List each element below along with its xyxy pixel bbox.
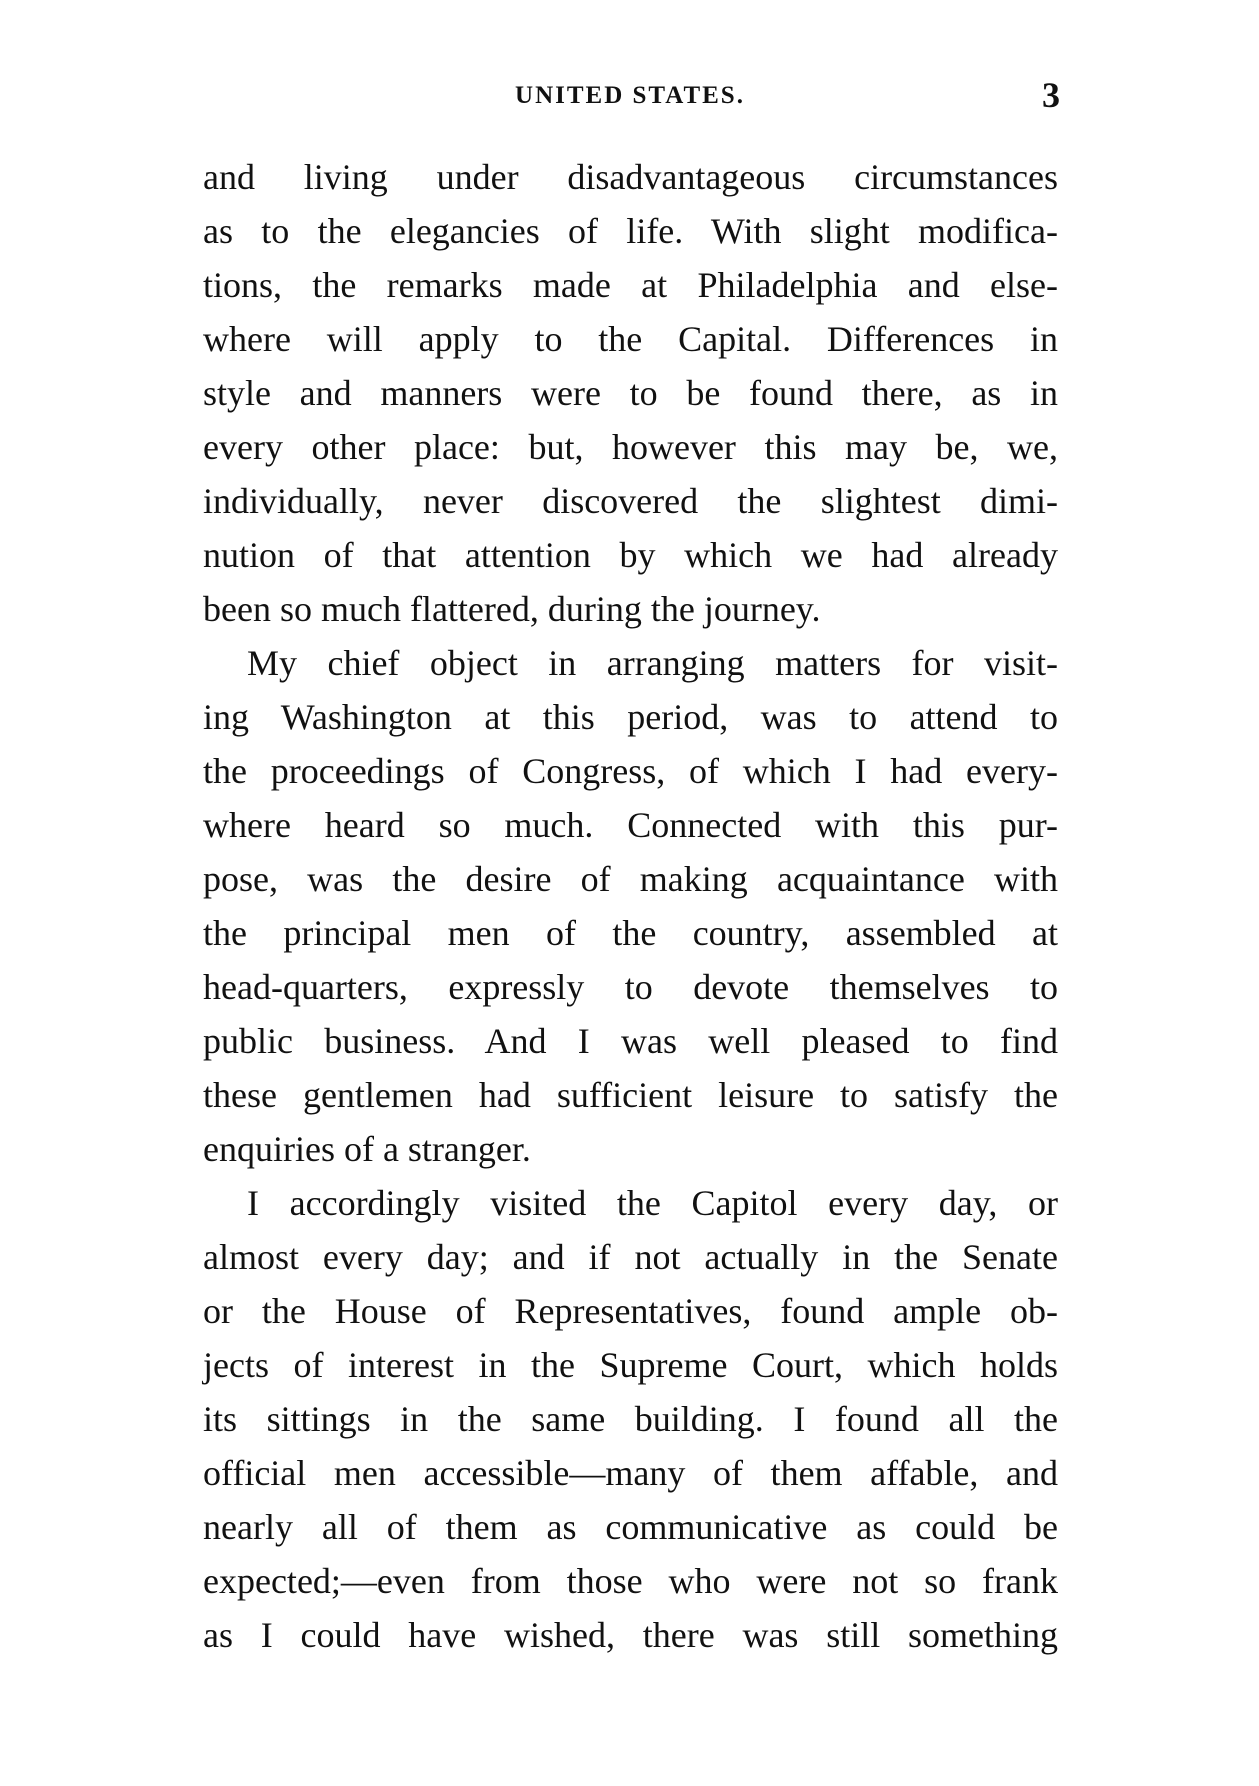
text-line: the principal men of the country, assembled at bbox=[203, 913, 1058, 953]
text-line: tions, the remarks made at Philadelphia and else- bbox=[203, 265, 1058, 305]
text-line: pose, was the desire of making acquaintance with bbox=[203, 859, 1058, 899]
text-line: been so much flattered, during the journey. bbox=[203, 589, 821, 629]
text-line: almost every day; and if not actually in the Senate bbox=[203, 1237, 1058, 1277]
text-line: expected;—even from those who were not so frank bbox=[203, 1561, 1058, 1601]
text-line: style and manners were to be found there, as in bbox=[203, 373, 1058, 413]
text-line: where will apply to the Capital. Differences in bbox=[203, 319, 1058, 359]
text-line: ing Washington at this period, was to attend to bbox=[203, 697, 1058, 737]
text-line: these gentlemen had sufficient leisure to satisfy the bbox=[203, 1075, 1058, 1115]
text-line: jects of interest in the Supreme Court, which holds bbox=[203, 1345, 1058, 1385]
text-line: enquiries of a stranger. bbox=[203, 1129, 531, 1169]
text-line: individually, never discovered the slightest dimi- bbox=[203, 481, 1058, 521]
text-line: or the House of Representatives, found ample ob- bbox=[203, 1291, 1058, 1331]
running-head bbox=[200, 75, 1060, 118]
text-line: and living under disadvantageous circumstances bbox=[203, 157, 1058, 197]
text-line: I accordingly visited the Capitol every day, or bbox=[247, 1183, 1058, 1223]
text-line: every other place: but, however this may be, we, bbox=[203, 427, 1058, 467]
text-line: where heard so much. Connected with this pur- bbox=[203, 805, 1058, 845]
text-line: head-quarters, expressly to devote themselves to bbox=[203, 967, 1058, 1007]
text-line: public business. And I was well pleased to find bbox=[203, 1021, 1058, 1061]
running-title: UNITED STATES. bbox=[515, 82, 745, 109]
text-line: nution of that attention by which we had already bbox=[203, 535, 1058, 575]
text-line: official men accessible—many of them affable, and bbox=[203, 1453, 1058, 1493]
text-line: as to the elegancies of life. With slight modifica- bbox=[203, 211, 1058, 251]
body-text bbox=[203, 150, 1058, 1662]
text-line: nearly all of them as communicative as could be bbox=[203, 1507, 1058, 1547]
page-number: 3 bbox=[1042, 75, 1060, 115]
text-line: My chief object in arranging matters for visit- bbox=[247, 643, 1058, 683]
text-line: the proceedings of Congress, of which I had every- bbox=[203, 751, 1058, 791]
text-line: its sittings in the same building. I found all the bbox=[203, 1399, 1058, 1439]
text-line: as I could have wished, there was still something bbox=[203, 1615, 1058, 1655]
